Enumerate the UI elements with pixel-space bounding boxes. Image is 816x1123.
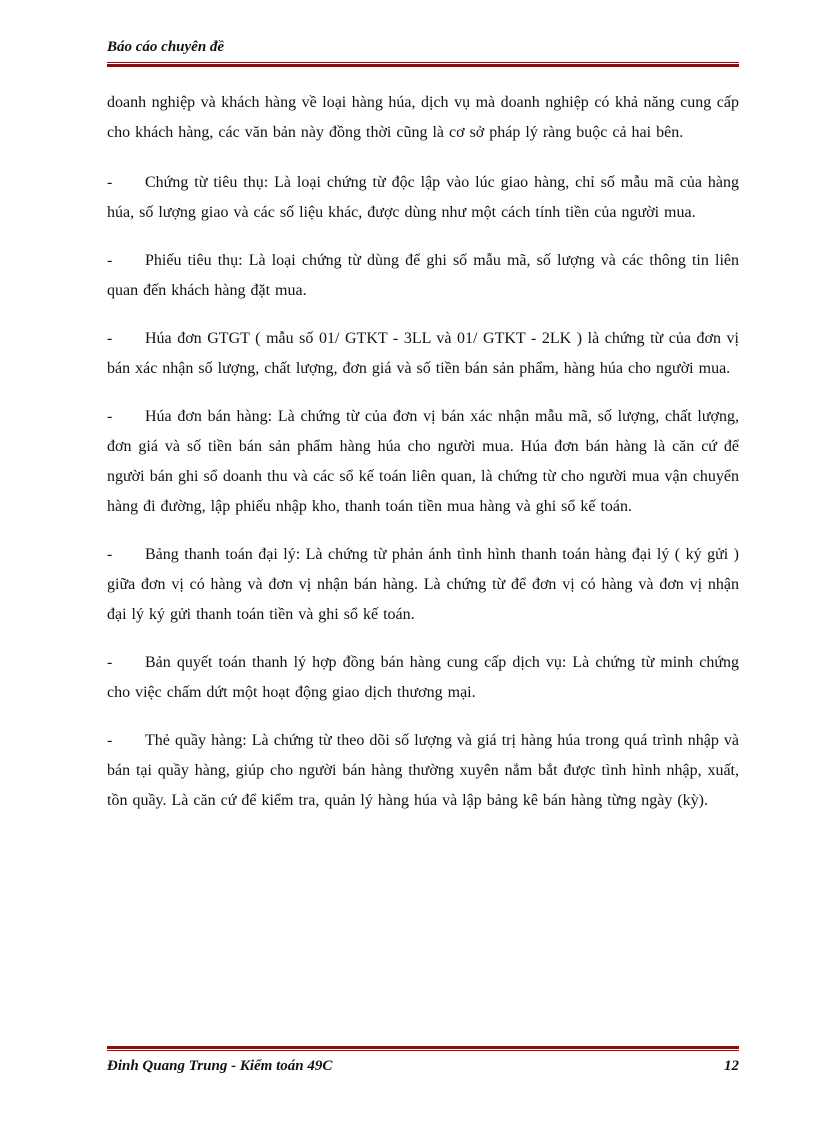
list-item xyxy=(107,402,739,522)
bullet-dash: - xyxy=(107,330,113,347)
list-item xyxy=(107,648,739,708)
footer-rule xyxy=(107,1046,739,1051)
list-item-text: Chứng từ tiêu thụ: Là loại chứng từ độc lập vào lúc giao hàng, chỉ số mẫu mã của hàng húa, số lượng giao và các số liệu khác, được dùng như một cách tính tiền của người mua. xyxy=(107,174,739,221)
intro-paragraph: doanh nghiệp và khách hàng về loại hàng húa, dịch vụ mà doanh nghiệp có khả năng cung cấp cho khách hàng, các văn bản này đồng thời cũng là cơ sở pháp lý ràng buộc cả hai bên. xyxy=(107,94,739,141)
bullet-dash: - xyxy=(107,252,113,269)
list-item xyxy=(107,726,739,816)
list-item-text: Thẻ quầy hàng: Là chứng từ theo dõi số lượng và giá trị hàng húa trong quá trình nhập và bán tại quầy hàng, giúp cho người bán hàng thường xuyên nắm bắt được tình hình nhập, xuất, tồn quầy. Là căn cứ để kiểm tra, quản lý hàng húa và lập bảng kê bán hàng từng ngày (kỳ). xyxy=(107,732,739,809)
bullet-dash: - xyxy=(107,408,113,425)
bullet-dash: - xyxy=(107,732,113,749)
page-header xyxy=(107,38,739,68)
list-item-text: Húa đơn bán hàng: Là chứng từ của đơn vị bán xác nhận mẫu mã, số lượng, chất lượng, đơn giá và số tiền bán sản phẩm hàng húa cho người mua. Húa đơn bán hàng là căn cứ để người bán ghi sổ doanh thu và các sổ kế toán liên quan, là chứng từ cho người mua vận chuyển hàng đi đường, lập phiếu nhập kho, thanh toán tiền mua hàng và ghi sổ kế toán. xyxy=(107,408,739,515)
header-rule xyxy=(107,62,739,67)
list-item-text: Bản quyết toán thanh lý hợp đồng bán hàng cung cấp dịch vụ: Là chứng từ minh chứng cho việc chấm dứt một hoạt động giao dịch thương mại. xyxy=(107,654,739,701)
page-footer xyxy=(107,1046,739,1076)
bullet-dash: - xyxy=(107,174,113,191)
list-item xyxy=(107,324,739,384)
bullet-dash: - xyxy=(107,654,113,671)
bullet-dash: - xyxy=(107,546,113,563)
list-item-text: Phiếu tiêu thụ: Là loại chứng từ dùng để ghi số mẫu mã, số lượng và các thông tin liên quan đến khách hàng đặt mua. xyxy=(107,252,739,299)
list-item xyxy=(107,246,739,306)
document-body xyxy=(107,88,739,834)
footer-author: Đinh Quang Trung - Kiểm toán 49C xyxy=(107,1058,333,1074)
list-item-text: Bảng thanh toán đại lý: Là chứng từ phản ánh tình hình thanh toán hàng đại lý ( ký gửi ) giữa đơn vị có hàng và đơn vị nhận bán hàng. Là chứng từ để đơn vị có hàng và đơn vị nhận đại lý ký gửi thanh toán tiền và ghi sổ kế toán. xyxy=(107,546,739,623)
list-item xyxy=(107,168,739,228)
list-item-text: Húa đơn GTGT ( mẫu số 01/ GTKT - 3LL và 01/ GTKT - 2LK ) là chứng từ của đơn vị bán xác nhận số lượng, chất lượng, đơn giá và số tiền bán sản phẩm, hàng húa cho người mua. xyxy=(107,330,739,377)
list-item xyxy=(107,540,739,630)
page-number: 12 xyxy=(724,1058,739,1074)
header-title: Báo cáo chuyên đề xyxy=(107,39,225,55)
